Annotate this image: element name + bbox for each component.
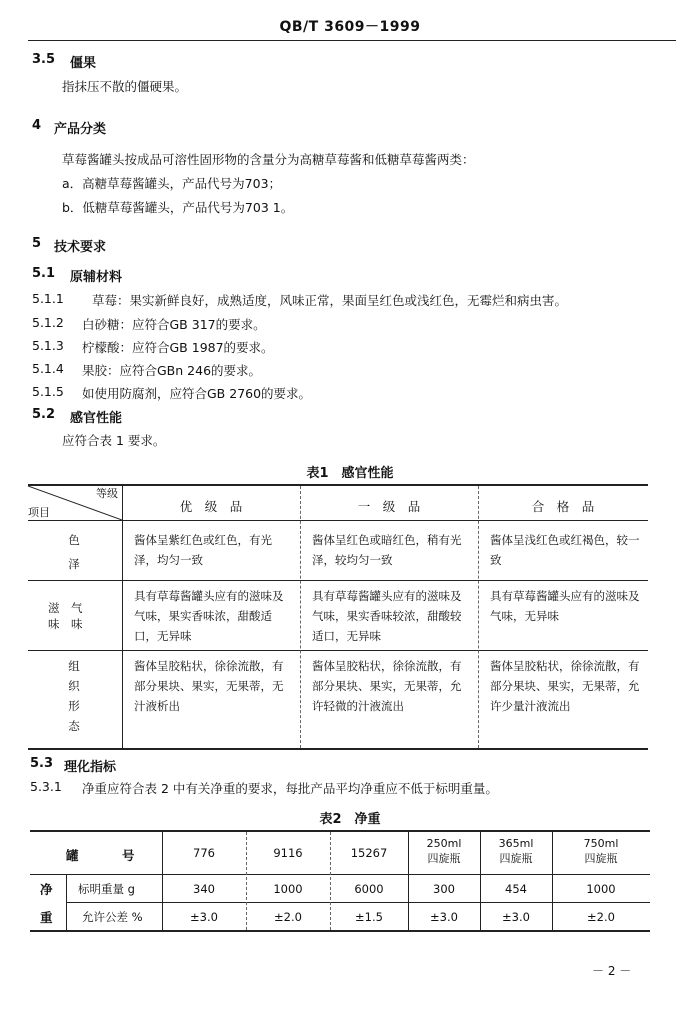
table-1-header-rule: [28, 520, 648, 521]
item-5-1-4-number: 5.1.4: [32, 361, 64, 376]
table-2-header: 750ml 四旋瓶: [583, 837, 619, 865]
table-1-cell: 酱体呈红色或暗红色，稍有光泽，较均匀一致: [312, 533, 462, 567]
table-1-cell: 酱体呈胶粘状，徐徐流散，有部分果块、果实，无果蒂，允许轻微的汁液流出: [312, 659, 462, 713]
table-2-cell: ±3.0: [190, 910, 218, 924]
item-5-1-5-text: 如使用防腐剂，应符合GB 2760的要求。: [82, 386, 312, 401]
table-1-cell: 酱体呈胶粘状，徐徐流散，有部分果块、果实，无果蒂，无汁液析出: [134, 659, 284, 713]
item-5-1-4-text: 果胶：应符合GBn 246的要求。: [82, 363, 262, 378]
table-1-row-color-label: 色: [68, 533, 80, 547]
table-2-row1-label: 标明重量 g: [78, 882, 135, 896]
table-2-header: 9116: [273, 846, 303, 860]
table-1-bottom-rule: [28, 748, 648, 750]
section-5-1-title: 原辅材料: [70, 270, 123, 285]
item-5-1-1-number: 5.1.1: [32, 291, 64, 306]
table-1-row-texture-label: 形: [68, 699, 80, 713]
table-2-row-rule: [66, 902, 650, 903]
table-2-header: 250ml 四旋瓶: [426, 837, 462, 865]
table-2-header-rule: [30, 874, 650, 875]
table-1-row-flavor-label: 滋 气: [48, 601, 83, 615]
table-1-cell: 酱体呈浅红色或红褐色，较一致: [490, 533, 640, 567]
item-5-3-1-text: 净重应符合表 2 中有关净重的要求，每批产品平均净重应不低于标明重量。: [82, 781, 498, 796]
table-2-header: 776: [193, 846, 215, 860]
section-3-5-text: 指抹压不散的僵硬果。: [62, 79, 188, 94]
table-1-cell: 具有草莓酱罐头应有的滋味及气味，果实香味较浓，甜酸较适口，无异味: [312, 589, 462, 643]
section-4-item-a: a．高糖草莓酱罐头，产品代号为703；: [62, 176, 282, 191]
table-1-row-texture-label: 组: [68, 659, 80, 673]
table-1-row-flavor-label: 味 味: [48, 617, 83, 631]
table-2-cell: 1000: [586, 882, 616, 896]
item-5-3-1-number: 5.3.1: [30, 779, 62, 794]
item-5-1-3-text: 柠檬酸：应符合GB 1987的要求。: [82, 340, 274, 355]
standard-code-header: QB/T 3609－1999: [279, 19, 421, 35]
table-1-cell: 酱体呈胶粘状，徐徐流散，有部分果块、果实，无果蒂，允许少量汁液流出: [490, 659, 640, 713]
section-5-2-number: 5.2: [32, 407, 56, 422]
table-2-caption: 表2 净重: [319, 812, 381, 827]
table-2-cell: 6000: [354, 882, 384, 896]
table-1-row-texture-label: 态: [68, 719, 80, 733]
table-2-side-weight: 重: [40, 910, 53, 925]
table-2-cell: 340: [193, 882, 215, 896]
table-2-column-rule: [66, 875, 67, 931]
section-5-2-title: 感官性能: [70, 411, 123, 426]
table-1-row-rule: [28, 650, 648, 651]
table-1-cell: 具有草莓酱罐头应有的滋味及气味，果实香味浓，甜酸适口，无异味: [134, 589, 284, 643]
table-2-can-label: 罐: [66, 848, 79, 863]
table-1-row-color-label: 泽: [68, 557, 80, 571]
header-rule: [28, 40, 676, 41]
table-2-cell: ±1.5: [355, 910, 383, 924]
table-2-cell: ±3.0: [430, 910, 458, 924]
table-2-cell: ±3.0: [502, 910, 530, 924]
item-5-1-2-number: 5.1.2: [32, 315, 64, 330]
table-2-header: 15267: [350, 846, 388, 860]
item-5-1-2-text: 白砂糖：应符合GB 317的要求。: [82, 317, 266, 332]
table-1-column-rule: [478, 486, 479, 748]
table-1-row-texture-label: 织: [68, 679, 80, 693]
table-2-top-rule: [30, 830, 650, 832]
table-2-cell: 454: [505, 882, 527, 896]
section-4-text: 草莓酱罐头按成品可溶性固形物的含量分为高糖草莓酱和低糖草莓酱两类：: [62, 152, 475, 167]
section-5-3-title: 理化指标: [64, 760, 117, 775]
table-1-row-rule: [28, 580, 648, 581]
section-5-number: 5: [32, 236, 42, 251]
table-1-header-premium: 优 级 品: [179, 499, 243, 514]
section-5-title: 技术要求: [54, 240, 107, 255]
table-2-header: 365ml 四旋瓶: [498, 837, 534, 865]
table-2-cell: ±2.0: [587, 910, 615, 924]
section-4-number: 4: [32, 118, 42, 133]
item-5-1-1-text: 草莓：果实新鲜良好，成熟适度，风味正常，果面呈红色或浅红色，无霉烂和病虫害。: [92, 293, 568, 308]
table-2-cell: 1000: [273, 882, 303, 896]
section-5-2-text: 应符合表 1 要求。: [62, 433, 166, 448]
section-3-5-number: 3.5: [32, 52, 56, 67]
table-1-header-first-grade: 一 级 品: [357, 499, 421, 514]
table-2-row2-label: 允许公差 %: [82, 910, 143, 924]
table-2-cell: ±2.0: [274, 910, 302, 924]
table-1-column-rule: [300, 486, 301, 748]
item-5-1-3-number: 5.1.3: [32, 338, 64, 353]
table-1-corner-grade: 等级: [96, 487, 118, 500]
table-2-side-net: 净: [40, 882, 53, 897]
table-1-cell: 具有草莓酱罐头应有的滋味及气味，无异味: [490, 589, 640, 623]
section-3-5-title: 僵果: [70, 56, 97, 71]
table-2-number-label: 号: [122, 848, 135, 863]
section-5-3-number: 5.3: [30, 756, 54, 771]
table-1-cell: 酱体呈紫红色或红色，有光泽，均匀一致: [134, 533, 272, 567]
section-5-1-number: 5.1: [32, 266, 56, 281]
section-4-item-b: b．低糖草莓酱罐头，产品代号为703 1。: [62, 200, 294, 215]
item-5-1-5-number: 5.1.5: [32, 384, 64, 399]
page-number: － 2 －: [592, 964, 632, 978]
table-1-header-qualified: 合 格 品: [531, 499, 595, 514]
table-2-bottom-rule: [30, 930, 650, 932]
table-2-cell: 300: [433, 882, 455, 896]
table-1-corner-item: 项目: [28, 506, 50, 519]
table-1-caption: 表1 感官性能: [306, 466, 394, 481]
section-4-title: 产品分类: [54, 122, 107, 137]
table-1-column-rule: [122, 485, 123, 749]
